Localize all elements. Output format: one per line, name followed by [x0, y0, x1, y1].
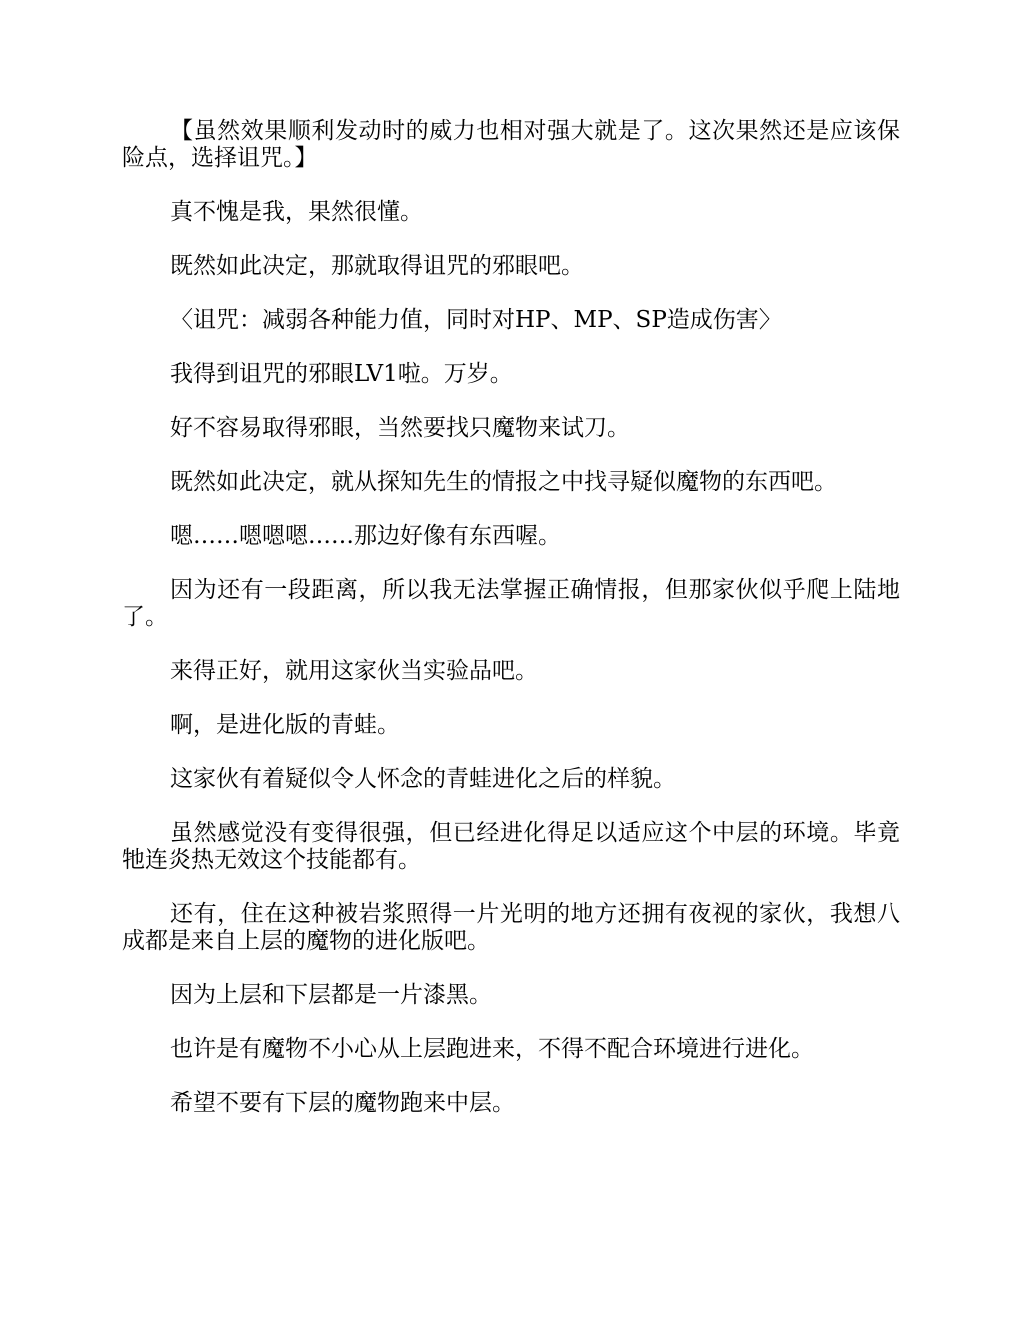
paragraph: 这家伙有着疑似令人怀念的青蛙进化之后的样貌。: [170, 766, 676, 792]
paragraph: 【虽然效果顺利发动时的威力也相对强大就是了。这次果然还是应该保险点，选择诅咒。】: [122, 118, 900, 171]
paragraph: 〈诅咒：减弱各种能力值，同时对HP、MP、SP造成伤害〉: [170, 307, 782, 333]
paragraph: 因为上层和下层都是一片漆黑。: [170, 982, 492, 1008]
paragraph: 嗯……嗯嗯嗯……那边好像有东西喔。: [170, 523, 561, 549]
paragraph: 也许是有魔物不小心从上层跑进来，不得不配合环境进行进化。: [170, 1036, 814, 1062]
paragraph: 既然如此决定，那就取得诅咒的邪眼吧。: [170, 253, 584, 279]
paragraph: 既然如此决定，就从探知先生的情报之中找寻疑似魔物的东西吧。: [170, 469, 837, 495]
paragraph: 真不愧是我，果然很懂。: [170, 199, 423, 225]
paragraph: 好不容易取得邪眼，当然要找只魔物来试刀。: [170, 415, 630, 441]
paragraph: 还有，住在这种被岩浆照得一片光明的地方还拥有夜视的家伙，我想八成都是来自上层的魔物的进化版吧。: [122, 901, 900, 954]
paragraph: 希望不要有下层的魔物跑来中层。: [170, 1090, 515, 1116]
paragraph: 我得到诅咒的邪眼LV1啦。万岁。: [170, 361, 513, 387]
paragraph: 因为还有一段距离，所以我无法掌握正确情报，但那家伙似乎爬上陆地了。: [122, 577, 900, 630]
paragraph: 啊，是进化版的青蛙。: [170, 712, 400, 738]
paragraph: 虽然感觉没有变得很强，但已经进化得足以适应这个中层的环境。毕竟牠连炎热无效这个技能都有。: [122, 820, 900, 873]
paragraph: 来得正好，就用这家伙当实验品吧。: [170, 658, 538, 684]
document-page: [122, 118, 900, 1144]
